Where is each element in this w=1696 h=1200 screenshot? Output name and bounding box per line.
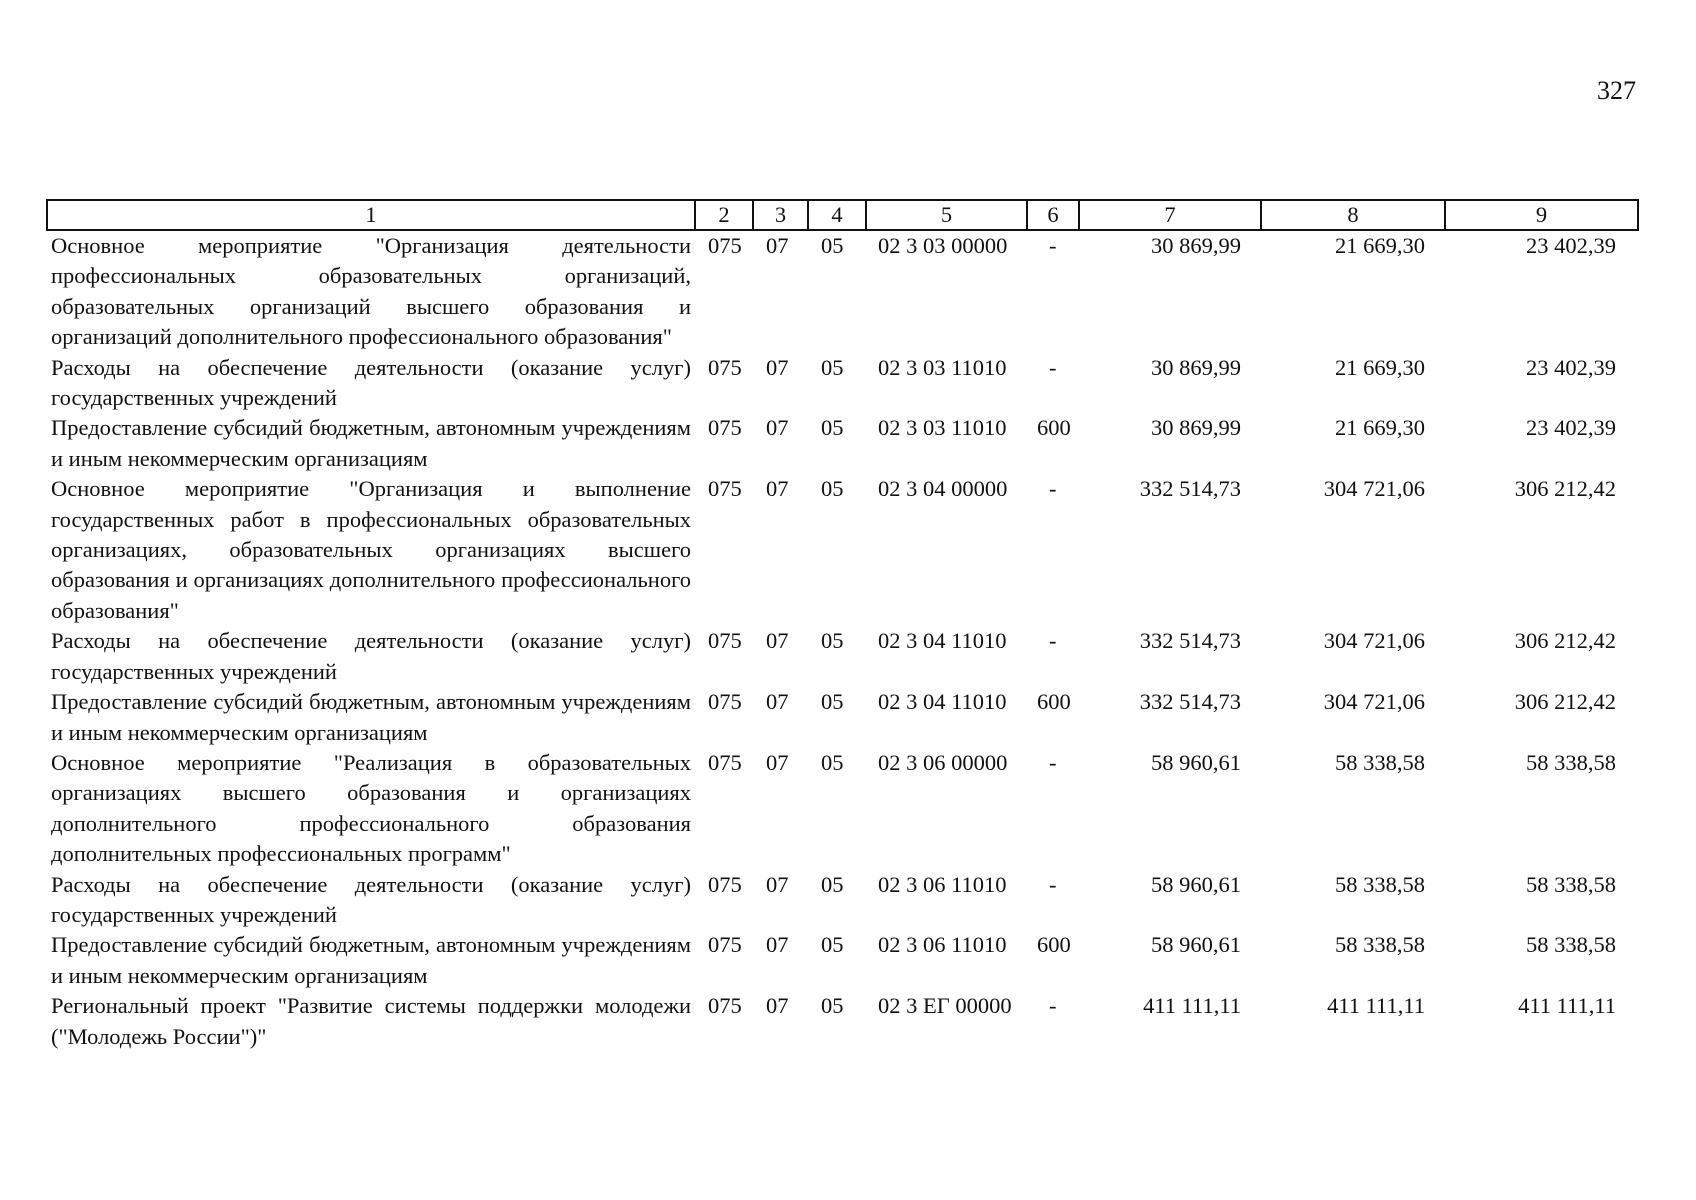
header-col-1: 1 <box>47 200 695 230</box>
row-amount-1: 332 514,73 <box>1139 476 1241 502</box>
row-amount-2: 58 338,58 <box>1335 871 1425 897</box>
table-row <box>47 626 1638 687</box>
row-target-article: 02 3 04 00000 <box>878 476 1008 502</box>
row-subsection-code: 05 <box>821 689 844 715</box>
row-target-article: 02 3 04 11010 <box>878 689 1007 715</box>
row-section-code: 07 <box>766 354 789 380</box>
row-grbs-code: 075 <box>708 871 742 897</box>
row-amount-1: 58 960,61 <box>1151 871 1241 897</box>
row-section-code: 07 <box>766 628 789 654</box>
row-amount-1: 332 514,73 <box>1139 689 1241 715</box>
row-amount-1: 411 111,11 <box>1143 993 1241 1019</box>
table-row <box>47 991 1638 1052</box>
row-grbs-code: 075 <box>708 628 742 654</box>
header-col-4: 4 <box>808 200 866 230</box>
row-name: Основное мероприятие "Организация и выполнение государственных работ в профессиональных образовательных организациях, образовательных организациях высшего образования и организациях дополнительного профессионального образования" <box>51 476 691 623</box>
budget-table <box>46 199 1639 1052</box>
row-amount-3: 306 212,42 <box>1514 689 1616 715</box>
row-amount-2: 21 669,30 <box>1335 354 1425 380</box>
row-amount-1: 30 869,99 <box>1151 233 1241 258</box>
header-col-2: 2 <box>695 200 753 230</box>
row-amount-2: 304 721,06 <box>1323 689 1425 715</box>
row-subsection-code: 05 <box>821 233 844 258</box>
header-col-3: 3 <box>753 200 808 230</box>
row-amount-3: 58 338,58 <box>1526 749 1616 775</box>
row-section-code: 07 <box>766 415 789 441</box>
row-amount-1: 58 960,61 <box>1151 749 1241 775</box>
row-target-article: 02 3 06 00000 <box>878 749 1008 775</box>
row-subsection-code: 05 <box>821 476 844 502</box>
row-amount-1: 30 869,99 <box>1151 415 1241 441</box>
header-col-6: 6 <box>1027 200 1079 230</box>
row-name: Расходы на обеспечение деятельности (оказание услуг) государственных учреждений <box>51 871 691 927</box>
header-row <box>47 200 1638 230</box>
row-subsection-code: 05 <box>821 871 844 897</box>
row-amount-3: 411 111,11 <box>1518 993 1616 1019</box>
row-expense-type: - <box>1049 628 1057 654</box>
table-row <box>47 230 1638 353</box>
row-name: Региональный проект "Развитие системы поддержки молодежи ("Молодежь России")" <box>51 993 691 1049</box>
row-name: Предоставление субсидий бюджетным, автономным учреждениям и иным некоммерческим организациям <box>51 415 691 471</box>
row-section-code: 07 <box>766 993 789 1019</box>
row-name: Основное мероприятие "Реализация в образовательных организациях высшего образования и организациях дополнительного профессионального образования дополнительных профессиональных программ" <box>51 749 691 867</box>
row-subsection-code: 05 <box>821 628 844 654</box>
row-amount-3: 23 402,39 <box>1526 233 1616 258</box>
row-grbs-code: 075 <box>708 476 742 502</box>
row-expense-type: - <box>1049 476 1057 502</box>
row-amount-1: 58 960,61 <box>1151 932 1241 958</box>
row-amount-3: 23 402,39 <box>1526 415 1616 441</box>
row-name: Предоставление субсидий бюджетным, автономным учреждениям и иным некоммерческим организациям <box>51 932 691 988</box>
row-expense-type: 600 <box>1037 689 1071 715</box>
table-row <box>47 930 1638 991</box>
row-section-code: 07 <box>766 689 789 715</box>
row-amount-2: 304 721,06 <box>1323 628 1425 654</box>
row-grbs-code: 075 <box>708 233 742 258</box>
row-section-code: 07 <box>766 233 789 258</box>
row-amount-2: 21 669,30 <box>1335 233 1425 258</box>
row-amount-3: 23 402,39 <box>1526 354 1616 380</box>
row-name: Расходы на обеспечение деятельности (оказание услуг) государственных учреждений <box>51 628 691 684</box>
row-amount-3: 306 212,42 <box>1514 628 1616 654</box>
row-name: Расходы на обеспечение деятельности (оказание услуг) государственных учреждений <box>51 354 691 411</box>
row-target-article: 02 3 06 11010 <box>878 871 1007 897</box>
row-amount-1: 30 869,99 <box>1151 354 1241 380</box>
row-grbs-code: 075 <box>708 993 742 1019</box>
row-grbs-code: 075 <box>708 932 742 958</box>
row-amount-3: 306 212,42 <box>1514 476 1616 502</box>
row-amount-3: 58 338,58 <box>1526 871 1616 897</box>
row-subsection-code: 05 <box>821 354 844 380</box>
row-section-code: 07 <box>766 749 789 775</box>
row-amount-2: 21 669,30 <box>1335 415 1425 441</box>
row-target-article: 02 3 ЕГ 00000 <box>878 993 1012 1019</box>
row-name: Основное мероприятие "Организация деятельности профессиональных образовательных организаций, образовательных организаций высшего образования и организаций дополнительного профессионального образования" <box>51 233 691 350</box>
row-amount-1: 332 514,73 <box>1139 628 1241 654</box>
row-subsection-code: 05 <box>821 932 844 958</box>
page-number: 327 <box>1597 76 1636 105</box>
table-row <box>47 474 1638 626</box>
row-target-article: 02 3 03 11010 <box>878 415 1007 441</box>
row-amount-3: 58 338,58 <box>1526 932 1616 958</box>
row-amount-2: 304 721,06 <box>1323 476 1425 502</box>
row-amount-2: 411 111,11 <box>1327 993 1425 1019</box>
row-expense-type: - <box>1049 233 1057 258</box>
row-target-article: 02 3 06 11010 <box>878 932 1007 958</box>
table-row <box>47 870 1638 931</box>
row-amount-2: 58 338,58 <box>1335 932 1425 958</box>
row-expense-type: 600 <box>1037 932 1071 958</box>
row-grbs-code: 075 <box>708 749 742 775</box>
header-col-8: 8 <box>1261 200 1445 230</box>
row-subsection-code: 05 <box>821 749 844 775</box>
table-row <box>47 748 1638 870</box>
row-expense-type: - <box>1049 749 1057 775</box>
row-target-article: 02 3 03 00000 <box>878 233 1008 258</box>
row-section-code: 07 <box>766 932 789 958</box>
row-expense-type: - <box>1049 993 1057 1019</box>
row-section-code: 07 <box>766 476 789 502</box>
row-expense-type: - <box>1049 354 1057 380</box>
row-amount-2: 58 338,58 <box>1335 749 1425 775</box>
header-col-9: 9 <box>1445 200 1638 230</box>
header-col-5: 5 <box>866 200 1027 230</box>
row-grbs-code: 075 <box>708 354 742 380</box>
row-target-article: 02 3 03 11010 <box>878 354 1007 380</box>
row-grbs-code: 075 <box>708 415 742 441</box>
row-subsection-code: 05 <box>821 415 844 441</box>
row-subsection-code: 05 <box>821 993 844 1019</box>
row-grbs-code: 075 <box>708 689 742 715</box>
row-expense-type: 600 <box>1037 415 1071 441</box>
row-name: Предоставление субсидий бюджетным, автономным учреждениям и иным некоммерческим организациям <box>51 689 691 745</box>
table-row <box>47 687 1638 748</box>
table-row <box>47 353 1638 414</box>
table-row <box>47 413 1638 474</box>
row-expense-type: - <box>1049 871 1057 897</box>
row-section-code: 07 <box>766 871 789 897</box>
table-body <box>47 230 1638 1052</box>
row-target-article: 02 3 04 11010 <box>878 628 1007 654</box>
header-col-7: 7 <box>1079 200 1261 230</box>
